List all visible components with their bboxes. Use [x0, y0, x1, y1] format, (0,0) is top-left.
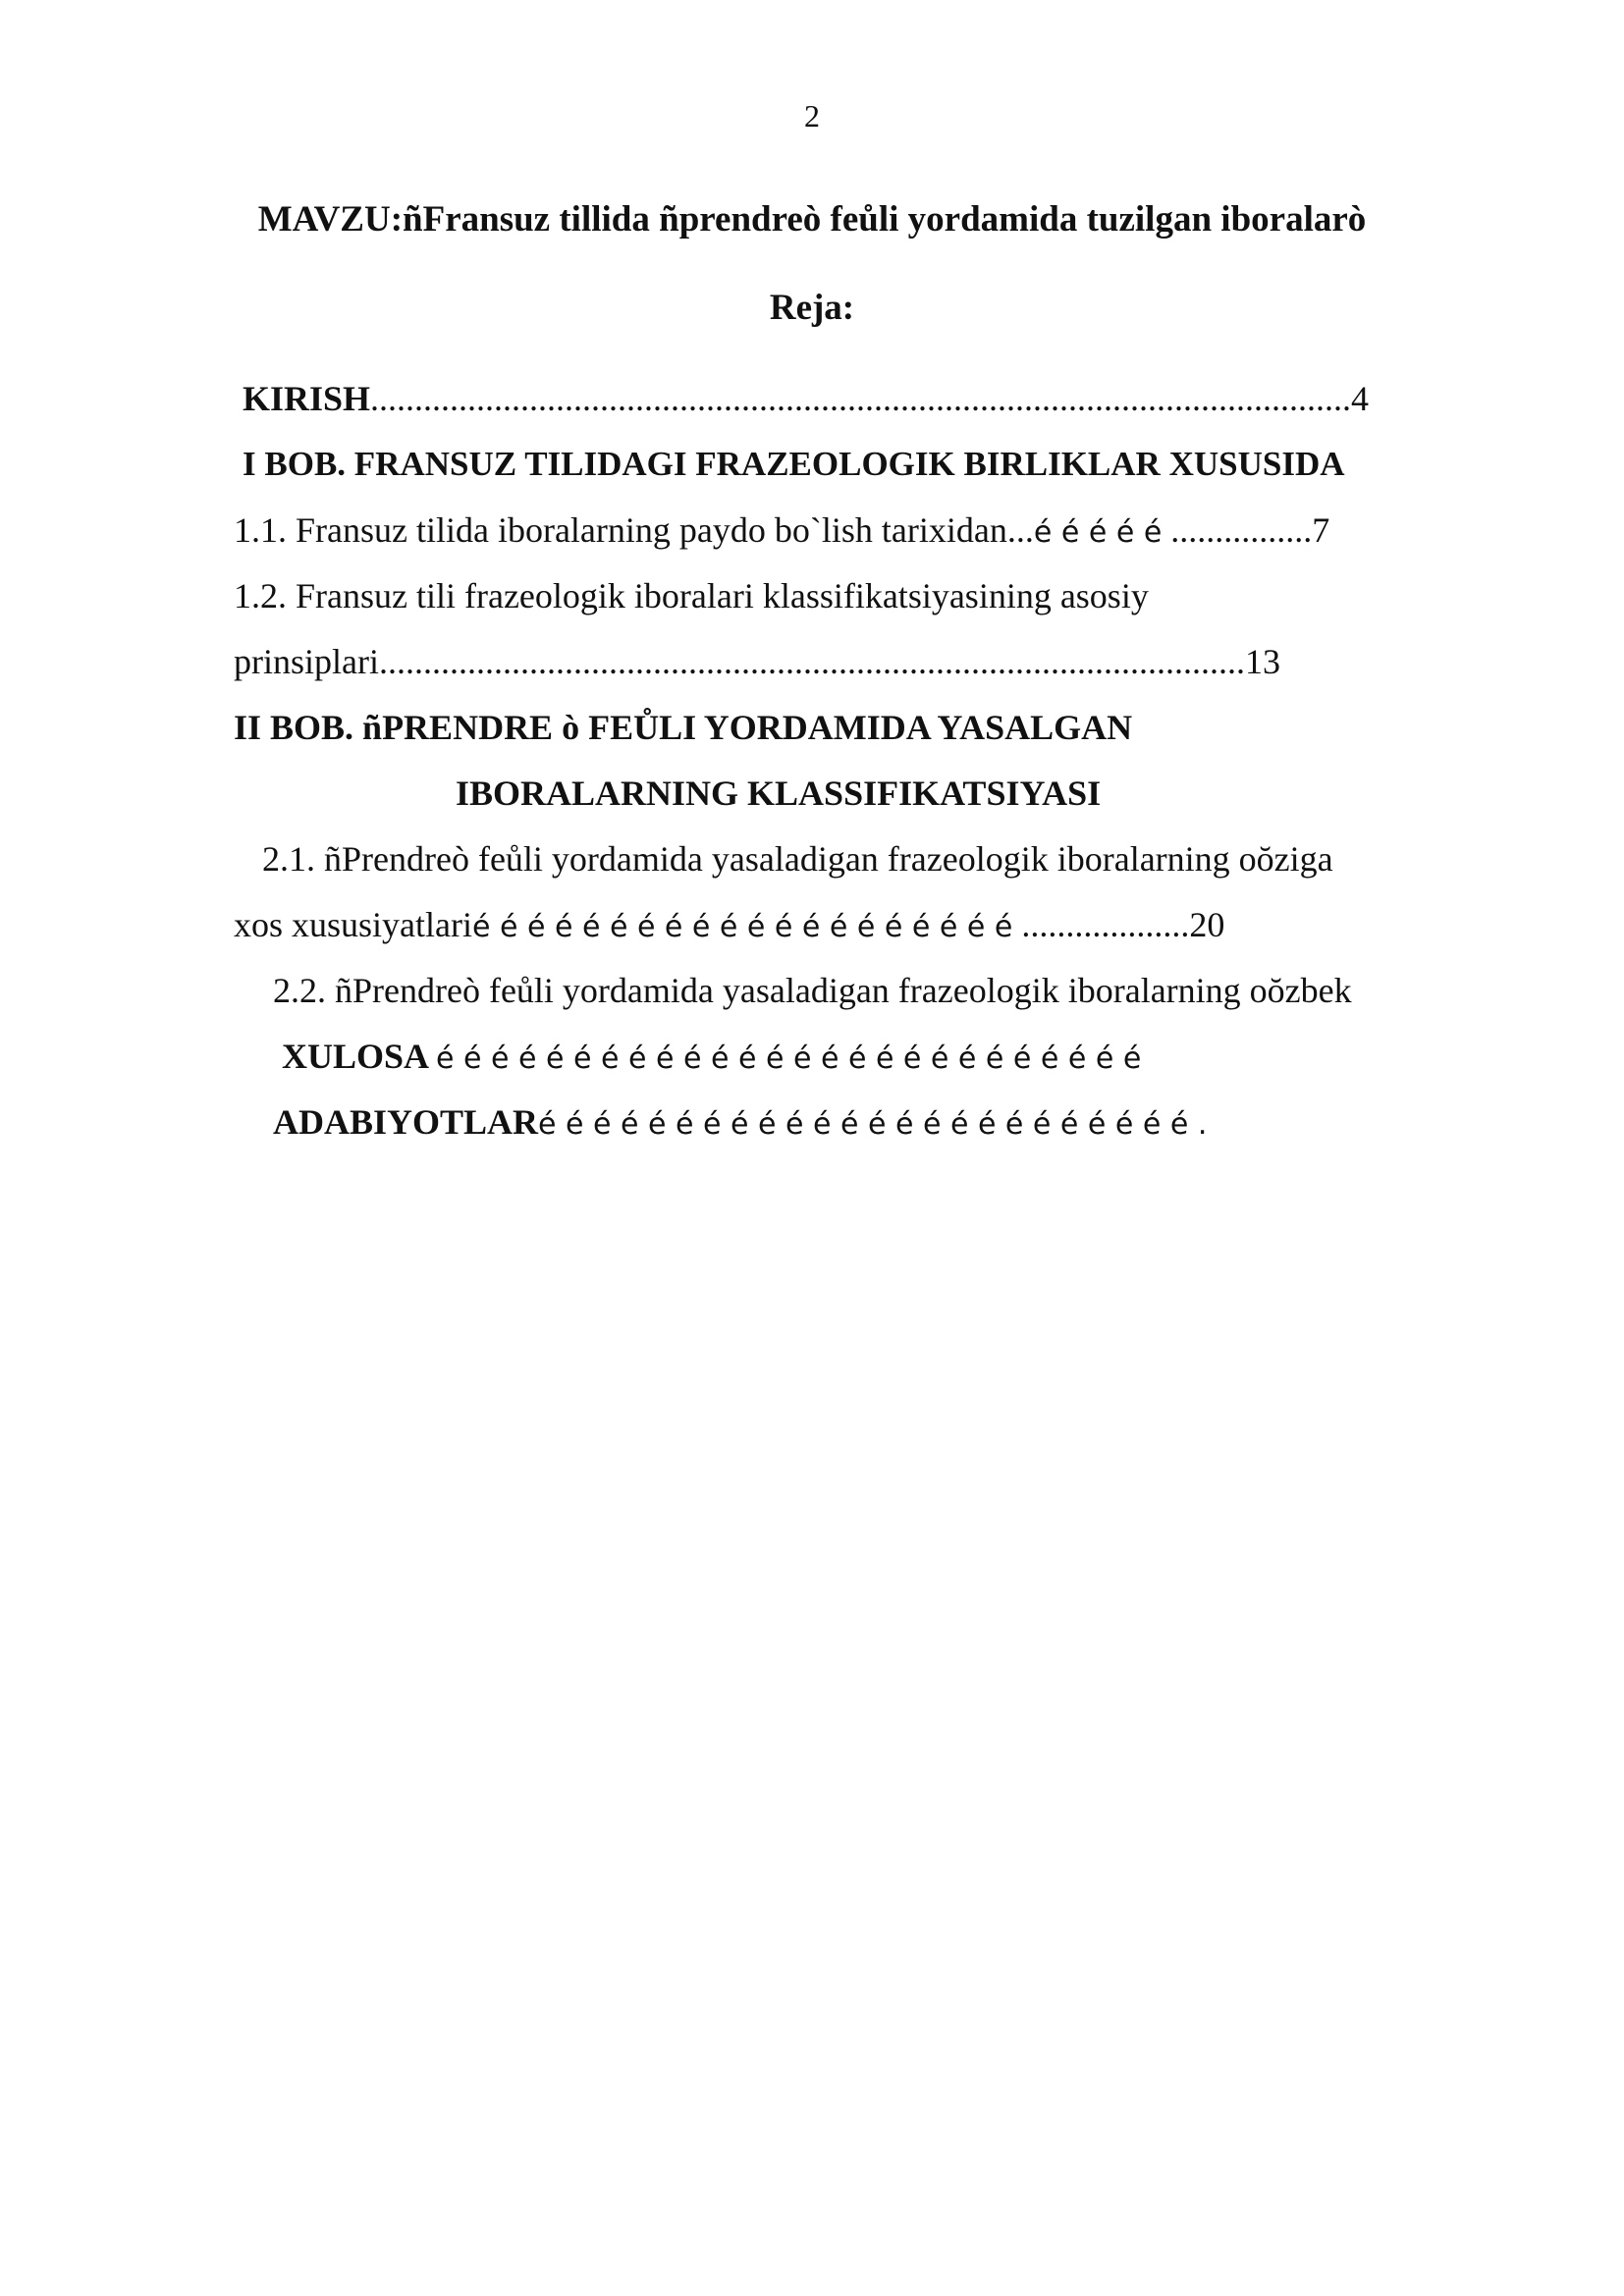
toc-entry-bob2: II BOB. ñPRENDRE ò FEŮLI YORDAMIDA YASALGAN [234, 708, 1133, 747]
toc-glyphs: é é é é é é é é é é é é é é é é é é é é é é é é . [538, 1107, 1208, 1142]
toc-entry-label: ADABIYOTLAR [273, 1102, 539, 1142]
toc-entry-text: xos xususiyatlari [234, 905, 472, 944]
toc-entry-1-2: 1.2. Fransuz tili frazeologik iboralari klassifikatsiyasining asosiy [234, 576, 1149, 615]
toc-entry-1-1 [234, 512, 1329, 548]
toc-entry-1-2-cont: prinsiplari..................................................................................................13 [234, 642, 1280, 681]
toc-entry-bob1: I BOB. FRANSUZ TILIDAGI FRAZEOLOGIK BIRLIKLAR XUSUSIDA [243, 445, 1345, 483]
toc-leader: ...................20 [1012, 905, 1225, 944]
toc-entry-2-1: 2.1. ñPrendreò feůli yordamida yasaladigan frazeologik iboralarning oŏziga [262, 839, 1333, 879]
plan-heading: Reja: [769, 288, 855, 328]
toc-entry-label: KIRISH [243, 379, 371, 418]
toc-entry-2-2: 2.2. ñPrendreò feůli yordamida yasaladigan frazeologik iboralarning oŏzbek [273, 971, 1352, 1010]
toc-entry-label: XULOSA [282, 1037, 437, 1076]
toc-entry-xulosa [282, 1039, 1141, 1074]
toc-entry-adabiyotlar [273, 1104, 1207, 1140]
toc-glyphs: é é é é é é é é é é é é é é é é é é é é é é é é é é [436, 1041, 1142, 1076]
toc-entry-kirish [243, 381, 1369, 416]
toc-entry-bob2-cont: IBORALARNING KLASSIFIKATSIYASI [456, 774, 1102, 813]
toc-entry-2-1-cont [234, 907, 1224, 942]
toc-entry-text: 1.1. Fransuz tilida iboralarning paydo bo`lish tarixidan... [234, 510, 1034, 550]
document-title: MAVZU:ñFransuz tillida ñprendreò feůli yordamida tuzilgan iboralarò [257, 199, 1367, 240]
page-number: 2 [804, 98, 820, 133]
toc-glyphs: é é é é é é é é é é é é é é é é é é é é [471, 910, 1013, 944]
toc-leader: ................7 [1162, 510, 1330, 550]
toc-leader: ...............................................................................................................4 [370, 379, 1370, 418]
toc-glyphs: é é é é é [1033, 515, 1163, 550]
